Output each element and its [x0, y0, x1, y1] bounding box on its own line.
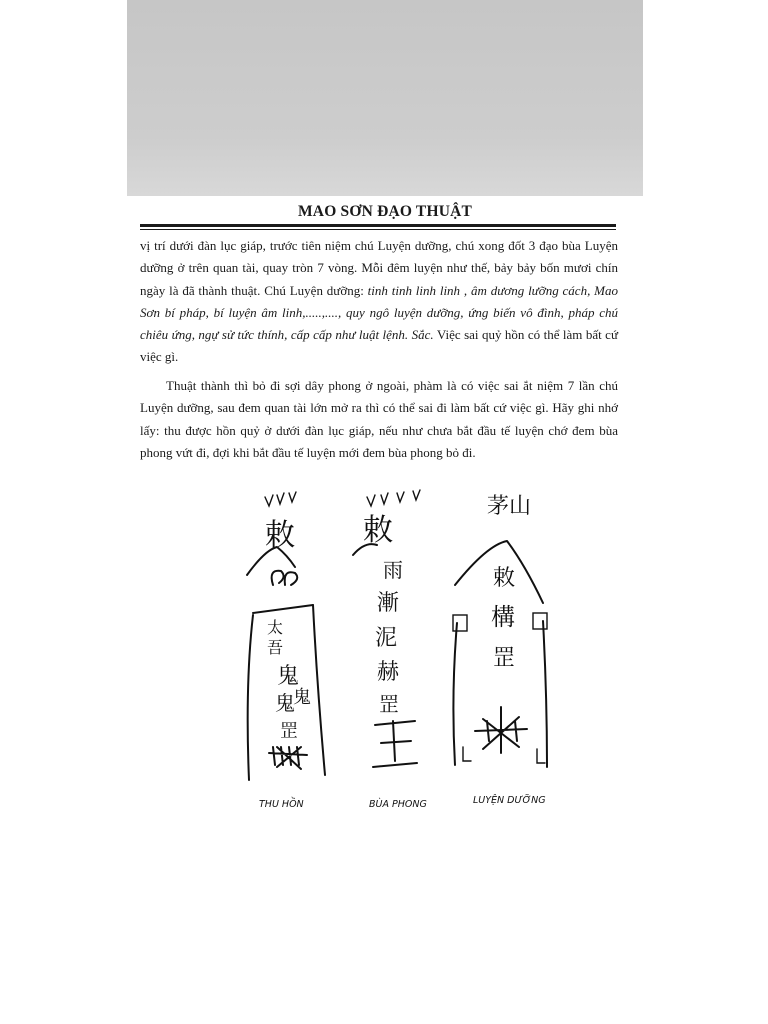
talisman-3-box-left	[453, 615, 467, 631]
paragraph-1-text-b: Việc sai quỷ hồn có thể làm bất cứ việc gì.	[140, 327, 618, 365]
talisman-2-glyph-3: 泥	[375, 626, 398, 651]
talisman-1-frame-left	[248, 615, 253, 780]
paragraph-2: Thuật thành thì bỏ đi sợi dây phong ở ngoài, phàm là có việc sai ắt niệm 7 lần chú Luyện dưỡng, sau đem quan tài lớn mở ra thì có thể sai đi làm bất cứ việc gì. Hãy ghi nhớ lấy: thu được hồn quỷ ở dưới đàn lục giáp, nếu như chưa bắt đầu tế luyện chớ đem bùa phong vứt đi, đợi khi bắt đầu tế luyện mới đem bùa phong bỏ đi.	[140, 378, 618, 460]
talisman-3-glyph-1: 敕	[493, 566, 516, 591]
talisman-bua-phong	[353, 490, 427, 810]
talisman-2-seal	[373, 721, 417, 767]
talisman-1-seal	[269, 747, 307, 769]
talisman-2-caption: BÙA PHONG	[369, 799, 427, 810]
incantation-text: tinh tinh linh linh , âm dương lưỡng cách, Mao Sơn bí pháp, bí luyện âm linh,.....,...., quy ngô luyện dưỡng, ứng biến vô đình, pháp chú chiêu ứng, ngự sử tức thính, cấp cấp như luật lệnh. Sắc.	[140, 282, 618, 343]
talisman-1-frame-right	[313, 605, 325, 775]
header-rule	[140, 224, 616, 227]
talisman-3-box-right	[533, 613, 547, 629]
talisman-3-glyph-3: 罡	[493, 646, 516, 671]
talisman-luyen-duong	[453, 494, 547, 806]
talisman-1-glyph-4: 鬼	[275, 691, 295, 715]
talisman-2-top-glyph: 敕	[363, 513, 393, 548]
talisman-2-glyph-1: 雨	[383, 558, 403, 582]
talisman-2-glyph-4: 赫	[377, 660, 400, 685]
talisman-thu-hon	[247, 492, 325, 810]
paragraph-1	[140, 235, 618, 369]
talisman-1-caption: THU HỒN	[259, 799, 304, 810]
talisman-1-loop-left	[272, 571, 284, 585]
talisman-2-glyph-2: 漸	[377, 591, 400, 616]
talisman-3-seal	[475, 707, 527, 753]
talisman-1-glyph-6: 罡	[280, 721, 298, 742]
talisman-3-top-glyph: 茅山	[487, 494, 532, 519]
talisman-1-loop-right	[285, 572, 298, 585]
talisman-1-frame-top	[253, 605, 313, 613]
talisman-1-glyph-2: 吾	[267, 638, 284, 657]
talisman-1-glyph-5: 鬼	[293, 687, 311, 708]
tick-marks	[265, 492, 296, 506]
talisman-1-glyph-3: 鬼	[277, 664, 300, 689]
scan-gray-band	[127, 0, 643, 196]
paragraph-1-text-a: vị trí dưới đàn lục giáp, trước tiên niệm chú Luyện dưỡng, chú xong đốt 3 đạo bùa Luyện dưỡng ở trên quan tài, quay tròn 7 vòng. Mỗi đêm luyện như thế, bảy bảy bốn mươi chín ngày là đã thành thuật. Chú Luyện dưỡng:	[140, 238, 618, 298]
talisman-3-glyph-2: 構	[491, 603, 515, 631]
page-header-title: MAO SƠN ĐẠO THUẬT	[297, 203, 473, 220]
tick-marks	[367, 490, 420, 506]
talisman-3-frame-left	[453, 623, 457, 765]
talisman-3-caption: LUYỆN DƯỠNG	[473, 795, 546, 806]
talisman-2-glyph-5: 罡	[379, 692, 399, 716]
talisman-figure	[225, 485, 565, 820]
talisman-3-corner-marks	[463, 747, 545, 763]
talisman-3-frame-right	[543, 621, 547, 767]
talisman-1-top-glyph: 敕	[265, 518, 295, 553]
header-rule-thin	[140, 229, 616, 230]
talisman-1-glyph-1: 太	[267, 618, 284, 637]
